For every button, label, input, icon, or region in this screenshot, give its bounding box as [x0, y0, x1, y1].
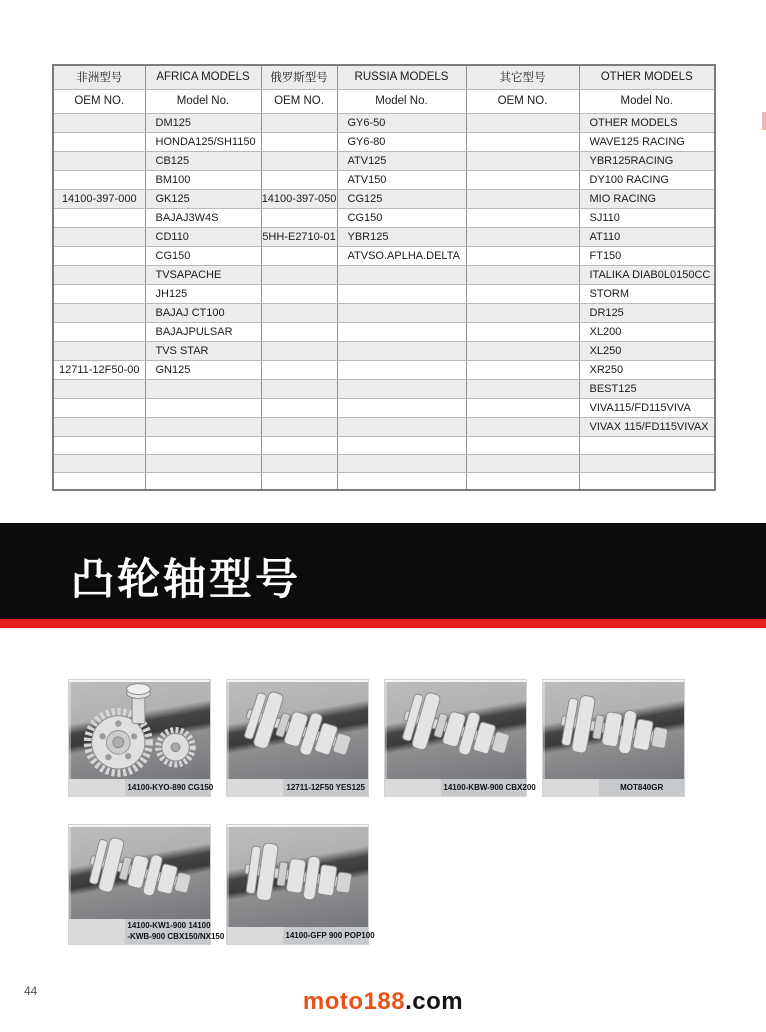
product-card — [68, 824, 225, 945]
oem-cell — [261, 341, 337, 360]
header-other-models: OTHER MODELS — [579, 65, 715, 89]
table-row — [53, 454, 715, 472]
table-row — [53, 341, 715, 360]
oem-cell — [53, 398, 145, 417]
model-cell — [145, 417, 261, 436]
table-row — [53, 208, 715, 227]
table-row — [53, 246, 715, 265]
model-cell: MIO RACING — [579, 189, 715, 208]
oem-cell — [261, 379, 337, 398]
model-cell: GY6-50 — [337, 113, 466, 132]
model-cell: TVS STAR — [145, 341, 261, 360]
model-cell — [145, 379, 261, 398]
model-cell: XL250 — [579, 341, 715, 360]
model-cell: GY6-80 — [337, 132, 466, 151]
oem-cell — [466, 227, 579, 246]
caption-spacer — [543, 779, 599, 796]
section-banner — [0, 523, 766, 628]
oem-cell — [53, 341, 145, 360]
oem-cell — [53, 151, 145, 170]
brand-name: moto188 — [302, 988, 406, 1015]
section-title: 凸轮轴型号 — [71, 556, 301, 604]
oem-cell: 14100-397-000 — [53, 189, 145, 208]
model-cell — [337, 322, 466, 341]
table-row — [53, 417, 715, 436]
table-row — [53, 436, 715, 454]
oem-cell — [466, 284, 579, 303]
model-cell: TVSAPACHE — [145, 265, 261, 284]
model-cell: ATV150 — [337, 170, 466, 189]
model-cell: BAJAJPULSAR — [145, 322, 261, 341]
model-cell: DY100 RACING — [579, 170, 715, 189]
caption-text: 14100-GFP 900 POP100 — [285, 930, 375, 940]
product-caption — [69, 919, 225, 944]
product-caption — [227, 927, 375, 944]
table-row — [53, 113, 715, 132]
model-cell — [145, 472, 261, 490]
model-cell — [579, 472, 715, 490]
caption-text: 14100-KW1-900 14100 — [127, 920, 211, 930]
header-russia-region: 俄罗斯型号 — [261, 65, 337, 89]
camshaft-photo — [69, 825, 210, 919]
model-cell: VIVAX 115/FD115VIVAX — [579, 417, 715, 436]
camshaft-photo — [227, 825, 368, 927]
model-cell: ITALIKA DIAB0L0150CC — [579, 265, 715, 284]
model-cell — [337, 454, 466, 472]
oem-cell — [261, 113, 337, 132]
subheader-model: Model No. — [579, 89, 715, 113]
model-cell: BAJAJ3W4S — [145, 208, 261, 227]
product-card — [542, 679, 685, 797]
model-cell: STORM — [579, 284, 715, 303]
table-group-header-row — [53, 65, 715, 89]
model-cell: FT150 — [579, 246, 715, 265]
oem-cell — [53, 284, 145, 303]
oem-cell — [53, 454, 145, 472]
oem-cell — [53, 379, 145, 398]
header-russia-models: RUSSIA MODELS — [337, 65, 466, 89]
model-cell — [337, 303, 466, 322]
model-cell: BM100 — [145, 170, 261, 189]
table-row — [53, 170, 715, 189]
model-cell: CG150 — [337, 208, 466, 227]
model-cell — [337, 398, 466, 417]
oem-cell — [261, 303, 337, 322]
model-cell: BAJAJ CT100 — [145, 303, 261, 322]
oem-cell — [261, 360, 337, 379]
caption-spacer — [227, 927, 283, 944]
oem-cell — [53, 132, 145, 151]
oem-cell — [261, 132, 337, 151]
oem-cell — [53, 170, 145, 189]
table-row — [53, 322, 715, 341]
oem-cell — [53, 208, 145, 227]
model-cell — [337, 379, 466, 398]
oem-cell — [53, 113, 145, 132]
oem-cell: 12711-12F50-00 — [53, 360, 145, 379]
oem-cell — [466, 436, 579, 454]
oem-cell — [466, 398, 579, 417]
model-cell: GN125 — [145, 360, 261, 379]
table-row — [53, 360, 715, 379]
oem-cell — [466, 132, 579, 151]
model-cell: CG150 — [145, 246, 261, 265]
caption-text: 14100-KYO-890 CG150 — [127, 782, 214, 792]
model-cell: DM125 — [145, 113, 261, 132]
caption-text: 14100-KBW-900 CBX200 — [443, 782, 536, 792]
product-card — [68, 679, 214, 797]
caption-spacer — [227, 779, 283, 796]
oem-cell — [261, 454, 337, 472]
oem-cell: 5HH-E2710-01 — [261, 227, 337, 246]
oem-cell — [466, 341, 579, 360]
model-cell — [337, 436, 466, 454]
oem-cell — [53, 417, 145, 436]
oem-cell — [466, 472, 579, 490]
model-cell — [579, 454, 715, 472]
product-card — [226, 824, 375, 945]
model-cell: HONDA125/SH1150 — [145, 132, 261, 151]
oem-cell — [466, 379, 579, 398]
oem-cell — [466, 170, 579, 189]
oem-cell — [261, 265, 337, 284]
table-row — [53, 472, 715, 490]
camshaft-photo — [385, 680, 526, 779]
oem-cell — [466, 151, 579, 170]
model-cell: CB125 — [145, 151, 261, 170]
model-cell: GK125 — [145, 189, 261, 208]
product-caption — [543, 779, 684, 796]
oem-cell — [261, 417, 337, 436]
products-row-1 — [68, 679, 685, 797]
subheader-model: Model No. — [337, 89, 466, 113]
header-other-region: 其它型号 — [466, 65, 579, 89]
model-cell — [337, 341, 466, 360]
table-row — [53, 265, 715, 284]
caption-text: -KWB-900 CBX150/NX150 — [127, 932, 225, 942]
products-row-2 — [68, 824, 375, 945]
oem-cell — [53, 303, 145, 322]
models-table — [52, 64, 714, 491]
caption-text: 12711-12F50 YES125 — [286, 782, 365, 792]
oem-cell — [261, 151, 337, 170]
product-card — [226, 679, 369, 797]
oem-cell — [261, 472, 337, 490]
brand-tld: .com — [405, 988, 464, 1015]
model-cell — [337, 265, 466, 284]
oem-cell — [261, 284, 337, 303]
model-cell: BEST125 — [579, 379, 715, 398]
caption-text: MOT840GR — [620, 782, 664, 792]
camshaft-gears-photo — [69, 680, 210, 779]
oem-cell — [466, 113, 579, 132]
model-cell: SJ110 — [579, 208, 715, 227]
oem-cell — [261, 246, 337, 265]
oem-cell — [466, 454, 579, 472]
oem-cell — [466, 417, 579, 436]
model-cell — [579, 436, 715, 454]
table-row — [53, 398, 715, 417]
model-cell: DR125 — [579, 303, 715, 322]
model-cell: OTHER MODELS — [579, 113, 715, 132]
model-cell: CD110 — [145, 227, 261, 246]
oem-cell — [53, 246, 145, 265]
model-cell — [145, 398, 261, 417]
table-row — [53, 284, 715, 303]
table-row — [53, 151, 715, 170]
model-cell: XL200 — [579, 322, 715, 341]
header-africa-models: AFRICA MODELS — [145, 65, 261, 89]
model-cell: WAVE125 RACING — [579, 132, 715, 151]
table-row — [53, 227, 715, 246]
table-row — [53, 189, 715, 208]
table-subheader-row — [53, 89, 715, 113]
subheader-oem: OEM NO. — [261, 89, 337, 113]
oem-cell — [466, 360, 579, 379]
page-number: 44 — [24, 984, 38, 998]
product-caption — [385, 779, 536, 796]
oem-cell — [261, 398, 337, 417]
model-cell: ATVSO.APLHA.DELTA — [337, 246, 466, 265]
caption-spacer — [385, 779, 441, 796]
oem-cell — [261, 170, 337, 189]
model-cell: XR250 — [579, 360, 715, 379]
model-cell — [337, 360, 466, 379]
model-cell: ATV125 — [337, 151, 466, 170]
oem-cell — [261, 436, 337, 454]
oem-cell — [261, 322, 337, 341]
product-caption — [227, 779, 368, 796]
model-cell: CG125 — [337, 189, 466, 208]
oem-cell — [53, 436, 145, 454]
caption-spacer — [69, 919, 125, 944]
oem-cell — [53, 322, 145, 341]
site-brand — [0, 988, 766, 1016]
model-cell: JH125 — [145, 284, 261, 303]
subheader-oem: OEM NO. — [466, 89, 579, 113]
product-caption — [69, 779, 214, 796]
model-cell: AT110 — [579, 227, 715, 246]
model-cell: YBR125RACING — [579, 151, 715, 170]
oem-cell — [53, 227, 145, 246]
table-row — [53, 379, 715, 398]
model-cell — [145, 436, 261, 454]
model-cell: YBR125 — [337, 227, 466, 246]
subheader-model: Model No. — [145, 89, 261, 113]
oem-cell — [466, 265, 579, 284]
oem-cell — [466, 303, 579, 322]
model-cell: VIVA115/FD115VIVA — [579, 398, 715, 417]
page-edge-red-tab — [762, 112, 766, 130]
table-row — [53, 132, 715, 151]
oem-cell — [466, 322, 579, 341]
table-row — [53, 303, 715, 322]
product-card — [384, 679, 536, 797]
model-cell — [337, 417, 466, 436]
oem-cell — [261, 208, 337, 227]
oem-cell — [53, 472, 145, 490]
subheader-oem: OEM NO. — [53, 89, 145, 113]
oem-cell — [53, 265, 145, 284]
header-africa-region: 非洲型号 — [53, 65, 145, 89]
oem-cell — [466, 246, 579, 265]
model-cell — [145, 454, 261, 472]
caption-spacer — [69, 779, 125, 796]
oem-cell — [466, 208, 579, 227]
camshaft-photo — [543, 680, 684, 779]
oem-cell: 14100-397-050 — [261, 189, 337, 208]
oem-cell — [466, 189, 579, 208]
model-cell — [337, 284, 466, 303]
model-cell — [337, 472, 466, 490]
camshaft-photo — [227, 680, 368, 779]
